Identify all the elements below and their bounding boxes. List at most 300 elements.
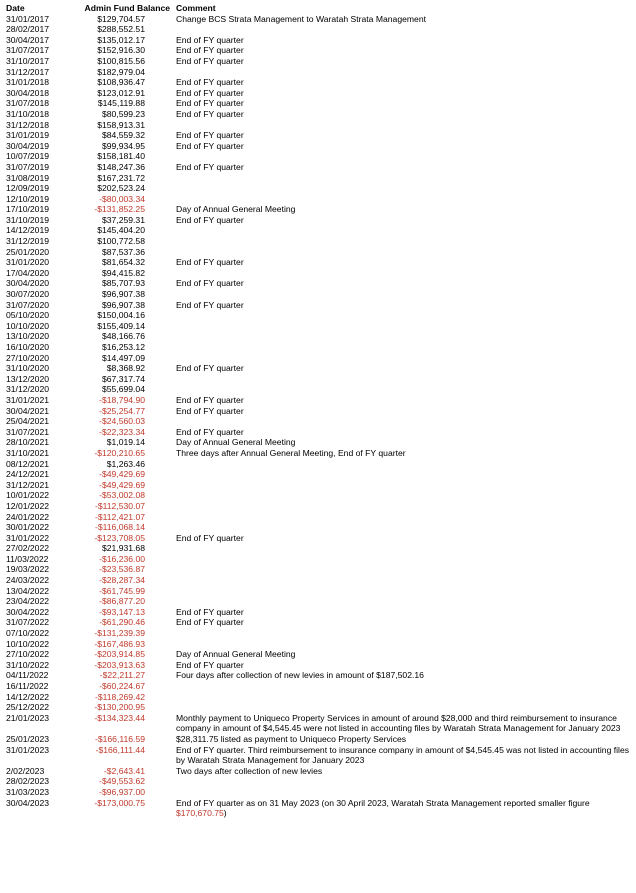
row-comment: End of FY quarter (176, 617, 244, 628)
row-comment (176, 575, 632, 586)
row-balance: $80,599.23 (101, 108, 145, 119)
row-comment (176, 522, 632, 533)
table-row (6, 490, 632, 501)
row-comment (176, 702, 632, 713)
table-row (6, 321, 632, 332)
row-comment (176, 321, 632, 332)
row-balance: -$49,429.69 (99, 469, 145, 480)
table-row (6, 77, 632, 88)
row-balance: $100,772.58 (97, 236, 145, 247)
row-comment (176, 469, 632, 480)
table-row (6, 151, 632, 162)
admin-fund-table (6, 3, 632, 819)
table-row (6, 692, 632, 703)
row-balance: -$16,236.00 (99, 553, 145, 564)
row-comment: End of FY quarter (176, 45, 244, 56)
table-row (6, 427, 632, 438)
row-date: 31/01/2019 (6, 130, 50, 141)
table-row (6, 607, 632, 618)
table-row (6, 596, 632, 607)
row-date: 30/01/2022 (6, 522, 50, 533)
row-comment (176, 194, 632, 205)
row-balance: $1,019.14 (106, 437, 145, 448)
row-date: 25/01/2023 (6, 733, 50, 744)
comment-tail: ) (223, 808, 227, 819)
row-comment: End of FY quarter (176, 394, 244, 405)
row-balance: $288,552.51 (97, 24, 145, 35)
row-comment: End of FY quarter (176, 34, 244, 45)
row-balance: $123,012.91 (97, 87, 145, 98)
row-date: 31/01/2023 (6, 744, 50, 755)
row-balance: -$130,200.95 (94, 702, 145, 713)
row-comment (176, 225, 632, 236)
row-balance: $94,415.82 (101, 267, 145, 278)
row-date: 25/01/2020 (6, 246, 50, 257)
row-comment: End of FY quarter (176, 659, 244, 670)
balance-header: Admin Fund Balance (84, 3, 170, 13)
table-row (6, 776, 632, 787)
row-balance: $16,253.12 (101, 342, 145, 352)
row-date: 31/12/2021 (6, 479, 50, 490)
row-date: 30/04/2018 (6, 87, 50, 98)
row-date: 31/10/2021 (6, 447, 50, 458)
row-date: 30/04/2017 (6, 34, 50, 45)
row-comment: End of FY quarter (176, 278, 244, 289)
row-date: 25/12/2022 (6, 702, 50, 713)
row-date: 31/12/2017 (6, 66, 50, 77)
row-balance: $182,979.04 (97, 66, 145, 77)
header-row (6, 3, 632, 14)
row-date: 31/07/2018 (6, 98, 50, 109)
row-comment (176, 543, 632, 554)
row-comment: End of FY quarter (176, 257, 244, 268)
row-comment (176, 480, 632, 491)
row-balance: $108,936.47 (97, 77, 145, 88)
row-date: 31/10/2018 (6, 108, 50, 119)
row-balance: -$134,323.44 (94, 712, 145, 723)
table-row (6, 416, 632, 427)
row-balance: -$80,003.34 (99, 193, 145, 204)
row-balance: -$131,239.39 (94, 628, 145, 639)
row-date: 28/02/2023 (6, 776, 50, 787)
row-balance: $148,247.36 (97, 161, 145, 172)
row-comment (176, 384, 632, 395)
table-row (6, 448, 632, 459)
row-date: 31/10/2019 (6, 214, 50, 225)
row-date: 31/12/2019 (6, 236, 50, 247)
row-comment: Day of Annual General Meeting (176, 649, 296, 660)
row-comment: End of FY quarter (176, 77, 244, 88)
table-row (6, 766, 632, 777)
row-date: 24/01/2022 (6, 511, 50, 522)
row-comment (176, 24, 632, 35)
row-balance: -$93,147.13 (99, 606, 145, 617)
row-date: 10/01/2022 (6, 490, 50, 501)
row-date: 17/04/2020 (6, 267, 50, 278)
table-row (6, 310, 632, 321)
row-date: 08/12/2021 (6, 458, 50, 469)
row-balance: $1,263.46 (106, 458, 145, 469)
table-row (6, 236, 632, 247)
row-comment: Day of Annual General Meeting (176, 204, 296, 215)
table-row (6, 554, 632, 565)
row-balance: $84,559.32 (101, 130, 145, 141)
row-comment (176, 342, 632, 353)
row-balance: -$112,421.07 (94, 511, 145, 522)
table-row (6, 617, 632, 628)
row-comment (176, 787, 632, 798)
row-date: 23/04/2022 (6, 596, 50, 607)
row-balance: $167,231.72 (97, 172, 145, 183)
table-row (6, 639, 632, 650)
row-comment: End of FY quarter (176, 214, 244, 225)
table-row (6, 14, 632, 25)
row-date: 31/10/2017 (6, 55, 50, 66)
row-balance: $21,931.68 (101, 543, 145, 554)
row-comment: End of FY quarter (176, 532, 244, 543)
row-balance: -$96,937.00 (99, 786, 145, 797)
row-balance: $48,166.76 (101, 331, 145, 342)
row-date: 12/10/2019 (6, 193, 50, 204)
row-date: 31/12/2018 (6, 119, 50, 130)
row-balance: $85,707.93 (101, 278, 145, 289)
row-comment (176, 289, 632, 300)
row-balance: -$18,794.90 (99, 394, 145, 405)
row-date: 28/02/2017 (6, 24, 50, 35)
row-comment (176, 331, 632, 342)
comment-highlight-figure: $170,670.75 (176, 808, 224, 819)
row-comment (176, 628, 632, 639)
row-date: 16/11/2022 (6, 681, 49, 691)
row-balance: -$120,210.65 (94, 447, 145, 458)
row-date: 10/10/2020 (6, 320, 50, 331)
table-row (6, 56, 632, 67)
table-row (6, 437, 632, 448)
table-row (6, 734, 632, 745)
row-date: 30/07/2020 (6, 289, 50, 300)
row-comment: End of FY quarter (176, 98, 244, 109)
row-date: 31/01/2021 (6, 394, 50, 405)
row-date: 27/02/2022 (6, 543, 50, 554)
row-balance: -$118,269.42 (94, 691, 145, 702)
row-date: 12/09/2019 (6, 183, 50, 194)
row-comment: End of FY quarter (176, 363, 244, 374)
table-row (6, 395, 632, 406)
row-balance: -$86,877.20 (99, 596, 145, 607)
row-balance: -$173,000.75 (94, 797, 145, 808)
row-comment (176, 639, 632, 650)
table-row (6, 363, 632, 374)
row-comment: End of FY quarter (176, 606, 244, 617)
row-comment (176, 120, 632, 131)
row-comment (176, 236, 632, 247)
row-comment (176, 247, 632, 258)
table-row (6, 162, 632, 173)
table-row (6, 353, 632, 364)
row-date: 14/12/2019 (6, 225, 50, 236)
row-comment: Four days after collection of new levies in amount of $187,502.16 (176, 670, 424, 681)
row-date: 16/10/2020 (6, 342, 50, 352)
row-date: 17/10/2019 (6, 204, 50, 215)
row-balance: -$116,068.14 (94, 522, 145, 533)
row-balance: $202,523.24 (97, 183, 145, 194)
table-row (6, 512, 632, 523)
row-date: 31/01/2020 (6, 257, 50, 268)
row-comment (176, 151, 632, 162)
row-balance: -$25,254.77 (99, 405, 145, 416)
table-row (6, 67, 632, 78)
row-balance: -$61,745.99 (99, 585, 145, 596)
row-balance: -$22,323.34 (99, 426, 145, 437)
table-row (6, 204, 632, 215)
table-row (6, 681, 632, 692)
row-balance: $96,907.38 (101, 299, 145, 310)
row-date: 30/04/2019 (6, 140, 50, 151)
table-row (6, 289, 632, 300)
row-comment: Two days after collection of new levies (176, 765, 323, 776)
row-date: 05/10/2020 (6, 310, 50, 321)
row-balance: $81,654.32 (101, 257, 145, 268)
row-comment: End of FY quarter (176, 130, 244, 141)
row-balance: -$49,553.62 (99, 776, 145, 787)
row-balance: $155,409.14 (97, 320, 145, 331)
row-comment: Day of Annual General Meeting (176, 437, 296, 448)
table-row (6, 98, 632, 109)
row-date: 31/10/2022 (6, 659, 50, 670)
row-comment (176, 459, 632, 470)
table-row (6, 194, 632, 205)
row-balance: -$49,429.69 (99, 479, 145, 490)
table-body (6, 14, 632, 819)
row-balance: $145,404.20 (97, 225, 145, 236)
table-row (6, 586, 632, 597)
row-balance: $158,913.31 (97, 119, 145, 130)
comment-text: End of FY quarter as on 31 May 2023 (on 30 April 2023, Waratah Strata Management reported smaller figure (176, 797, 590, 808)
row-comment: Three days after Annual General Meeting, End of FY quarter (176, 447, 406, 458)
row-balance: $129,704.57 (97, 13, 145, 24)
row-comment: End of FY quarter (176, 87, 244, 98)
row-date: 31/07/2020 (6, 299, 50, 310)
row-date: 30/04/2020 (6, 278, 50, 289)
row-comment: End of FY quarter (176, 299, 244, 310)
comment-header: Comment (176, 3, 216, 13)
table-row (6, 173, 632, 184)
row-date: 13/12/2020 (6, 373, 50, 384)
row-date: 11/03/2022 (6, 553, 49, 564)
row-date: 27/10/2022 (6, 649, 50, 660)
row-balance: $67,317.74 (101, 373, 145, 384)
table-row (6, 257, 632, 268)
row-date: 19/03/2022 (6, 564, 50, 575)
table-row (6, 660, 632, 671)
row-date: 24/03/2022 (6, 575, 50, 586)
table-row (6, 342, 632, 353)
row-balance: -$22,211.27 (99, 670, 145, 681)
row-balance: $158,181.40 (97, 151, 145, 162)
table-row (6, 702, 632, 713)
row-balance: $37,259.31 (101, 214, 145, 225)
table-row (6, 45, 632, 56)
row-balance: -$167,486.93 (94, 638, 145, 649)
row-date: 10/10/2022 (6, 638, 50, 649)
row-balance: $99,934.95 (101, 140, 145, 151)
row-balance: $55,699.04 (101, 384, 145, 395)
row-date: 31/07/2017 (6, 45, 50, 56)
row-balance: -$53,002.08 (99, 490, 145, 501)
row-balance: $150,004.16 (97, 310, 145, 321)
row-comment (176, 681, 632, 692)
row-balance: $145,119.88 (97, 98, 145, 109)
table-row (6, 628, 632, 639)
row-date: 31/12/2020 (6, 384, 50, 395)
table-row (6, 215, 632, 226)
row-comment (176, 692, 632, 703)
row-comment (176, 67, 632, 78)
row-date: 10/07/2019 (6, 151, 50, 162)
row-comment: End of FY quarter (176, 108, 244, 119)
row-date: 04/11/2022 (6, 670, 49, 681)
row-comment (176, 798, 632, 819)
row-comment: End of FY quarter (176, 161, 244, 172)
row-date: 31/10/2020 (6, 363, 50, 374)
table-row (6, 247, 632, 258)
table-row (6, 533, 632, 544)
row-comment (176, 512, 632, 523)
table-row (6, 109, 632, 120)
row-date: 30/04/2022 (6, 606, 50, 617)
row-balance: -$203,914.85 (94, 649, 145, 660)
row-balance: -$112,530.07 (94, 500, 145, 511)
row-comment (176, 586, 632, 597)
table-row (6, 469, 632, 480)
row-comment (176, 564, 632, 575)
row-date: 31/01/2022 (6, 532, 50, 543)
row-comment (176, 776, 632, 787)
table-row (6, 459, 632, 470)
table-row (6, 384, 632, 395)
row-comment (176, 554, 632, 565)
row-date: 14/12/2022 (6, 691, 50, 702)
row-balance: -$24,560.03 (99, 416, 145, 427)
table-row (6, 406, 632, 417)
table-row (6, 120, 632, 131)
date-header: Date (6, 3, 25, 13)
row-date: 13/04/2022 (6, 585, 50, 596)
table-row (6, 374, 632, 385)
row-date: 31/01/2018 (6, 77, 50, 88)
row-comment: Monthly payment to Uniqueco Property Services in amount of around $28,000 and third reimbursement to insurance company in amount of $4,545.45 were not listed in accounting files by Waratah Strata Management for January 2023 (176, 712, 621, 734)
row-comment (176, 173, 632, 184)
row-comment (176, 353, 632, 364)
table-row (6, 183, 632, 194)
row-date: 31/03/2023 (6, 786, 50, 797)
row-balance: -$203,913.63 (94, 659, 145, 670)
table-row (6, 278, 632, 289)
row-date: 31/08/2019 (6, 172, 50, 183)
table-row (6, 35, 632, 46)
row-comment (176, 596, 632, 607)
row-balance: $100,815.56 (97, 55, 145, 66)
table-row (6, 130, 632, 141)
row-balance: $152,916.30 (97, 45, 145, 56)
row-balance: $135,012.17 (97, 34, 145, 45)
row-date: 2/02/2023 (6, 765, 45, 776)
table-row (6, 543, 632, 554)
table-row (6, 798, 632, 819)
table-row (6, 141, 632, 152)
row-date: 30/04/2021 (6, 405, 50, 416)
table-row (6, 787, 632, 798)
table-row (6, 88, 632, 99)
row-balance: $14,497.09 (101, 352, 145, 363)
row-comment: End of FY quarter (176, 405, 244, 416)
row-date: 31/07/2021 (6, 426, 50, 437)
row-comment: End of FY quarter (176, 140, 244, 151)
table-row (6, 268, 632, 279)
row-date: 25/04/2021 (6, 416, 50, 427)
row-comment: End of FY quarter (176, 55, 244, 66)
row-date: 30/04/2023 (6, 797, 50, 808)
row-comment (176, 490, 632, 501)
row-balance: -$166,111.44 (95, 744, 145, 755)
row-comment (176, 268, 632, 279)
table-row (6, 575, 632, 586)
row-balance: -$61,290.46 (99, 617, 145, 628)
row-balance: -$28,287.34 (99, 575, 145, 586)
row-date: 31/07/2019 (6, 161, 50, 172)
table-row (6, 480, 632, 491)
row-comment: Change BCS Strata Management to Waratah Strata Management (176, 13, 426, 24)
row-date: 07/10/2022 (6, 628, 50, 639)
row-date: 13/10/2020 (6, 331, 50, 342)
row-date: 28/10/2021 (6, 437, 50, 448)
table-row (6, 745, 632, 766)
table-row (6, 670, 632, 681)
row-balance: -$2,643.41 (103, 765, 145, 776)
row-comment: End of FY quarter (176, 426, 244, 437)
row-balance: $96,907.38 (101, 289, 145, 300)
row-comment (176, 416, 632, 427)
row-date: 12/01/2022 (6, 500, 50, 511)
table-row (6, 501, 632, 512)
table-row (6, 649, 632, 660)
row-comment (176, 374, 632, 385)
row-comment: End of FY quarter. Third reimbursement to insurance company in amount of $4,545.45 was not listed in accounting files by Waratah Strata Management for January 2023 (176, 744, 630, 766)
row-date: 31/01/2017 (6, 13, 50, 24)
row-balance: -$131,852.25 (94, 204, 145, 215)
row-balance: $8,368.92 (106, 363, 145, 374)
row-comment (176, 310, 632, 321)
row-comment (176, 183, 632, 194)
table-row (6, 300, 632, 311)
row-comment: $28,311.75 listed as payment to Uniqueco Property Services (176, 733, 407, 744)
row-balance: -$23,536.87 (99, 564, 145, 575)
table-row (6, 225, 632, 236)
row-date: 24/12/2021 (6, 469, 50, 480)
row-date: 31/07/2022 (6, 617, 50, 628)
row-balance: -$166,116.59 (94, 733, 145, 744)
table-row (6, 564, 632, 575)
row-balance: -$123,708.05 (94, 532, 145, 543)
row-date: 27/10/2020 (6, 352, 50, 363)
row-balance: $87,537.36 (101, 246, 145, 257)
row-date: 21/01/2023 (6, 712, 50, 723)
table-row (6, 24, 632, 35)
row-balance: -$60,224.67 (99, 681, 145, 691)
table-row (6, 331, 632, 342)
table-row (6, 713, 632, 734)
table-row (6, 522, 632, 533)
